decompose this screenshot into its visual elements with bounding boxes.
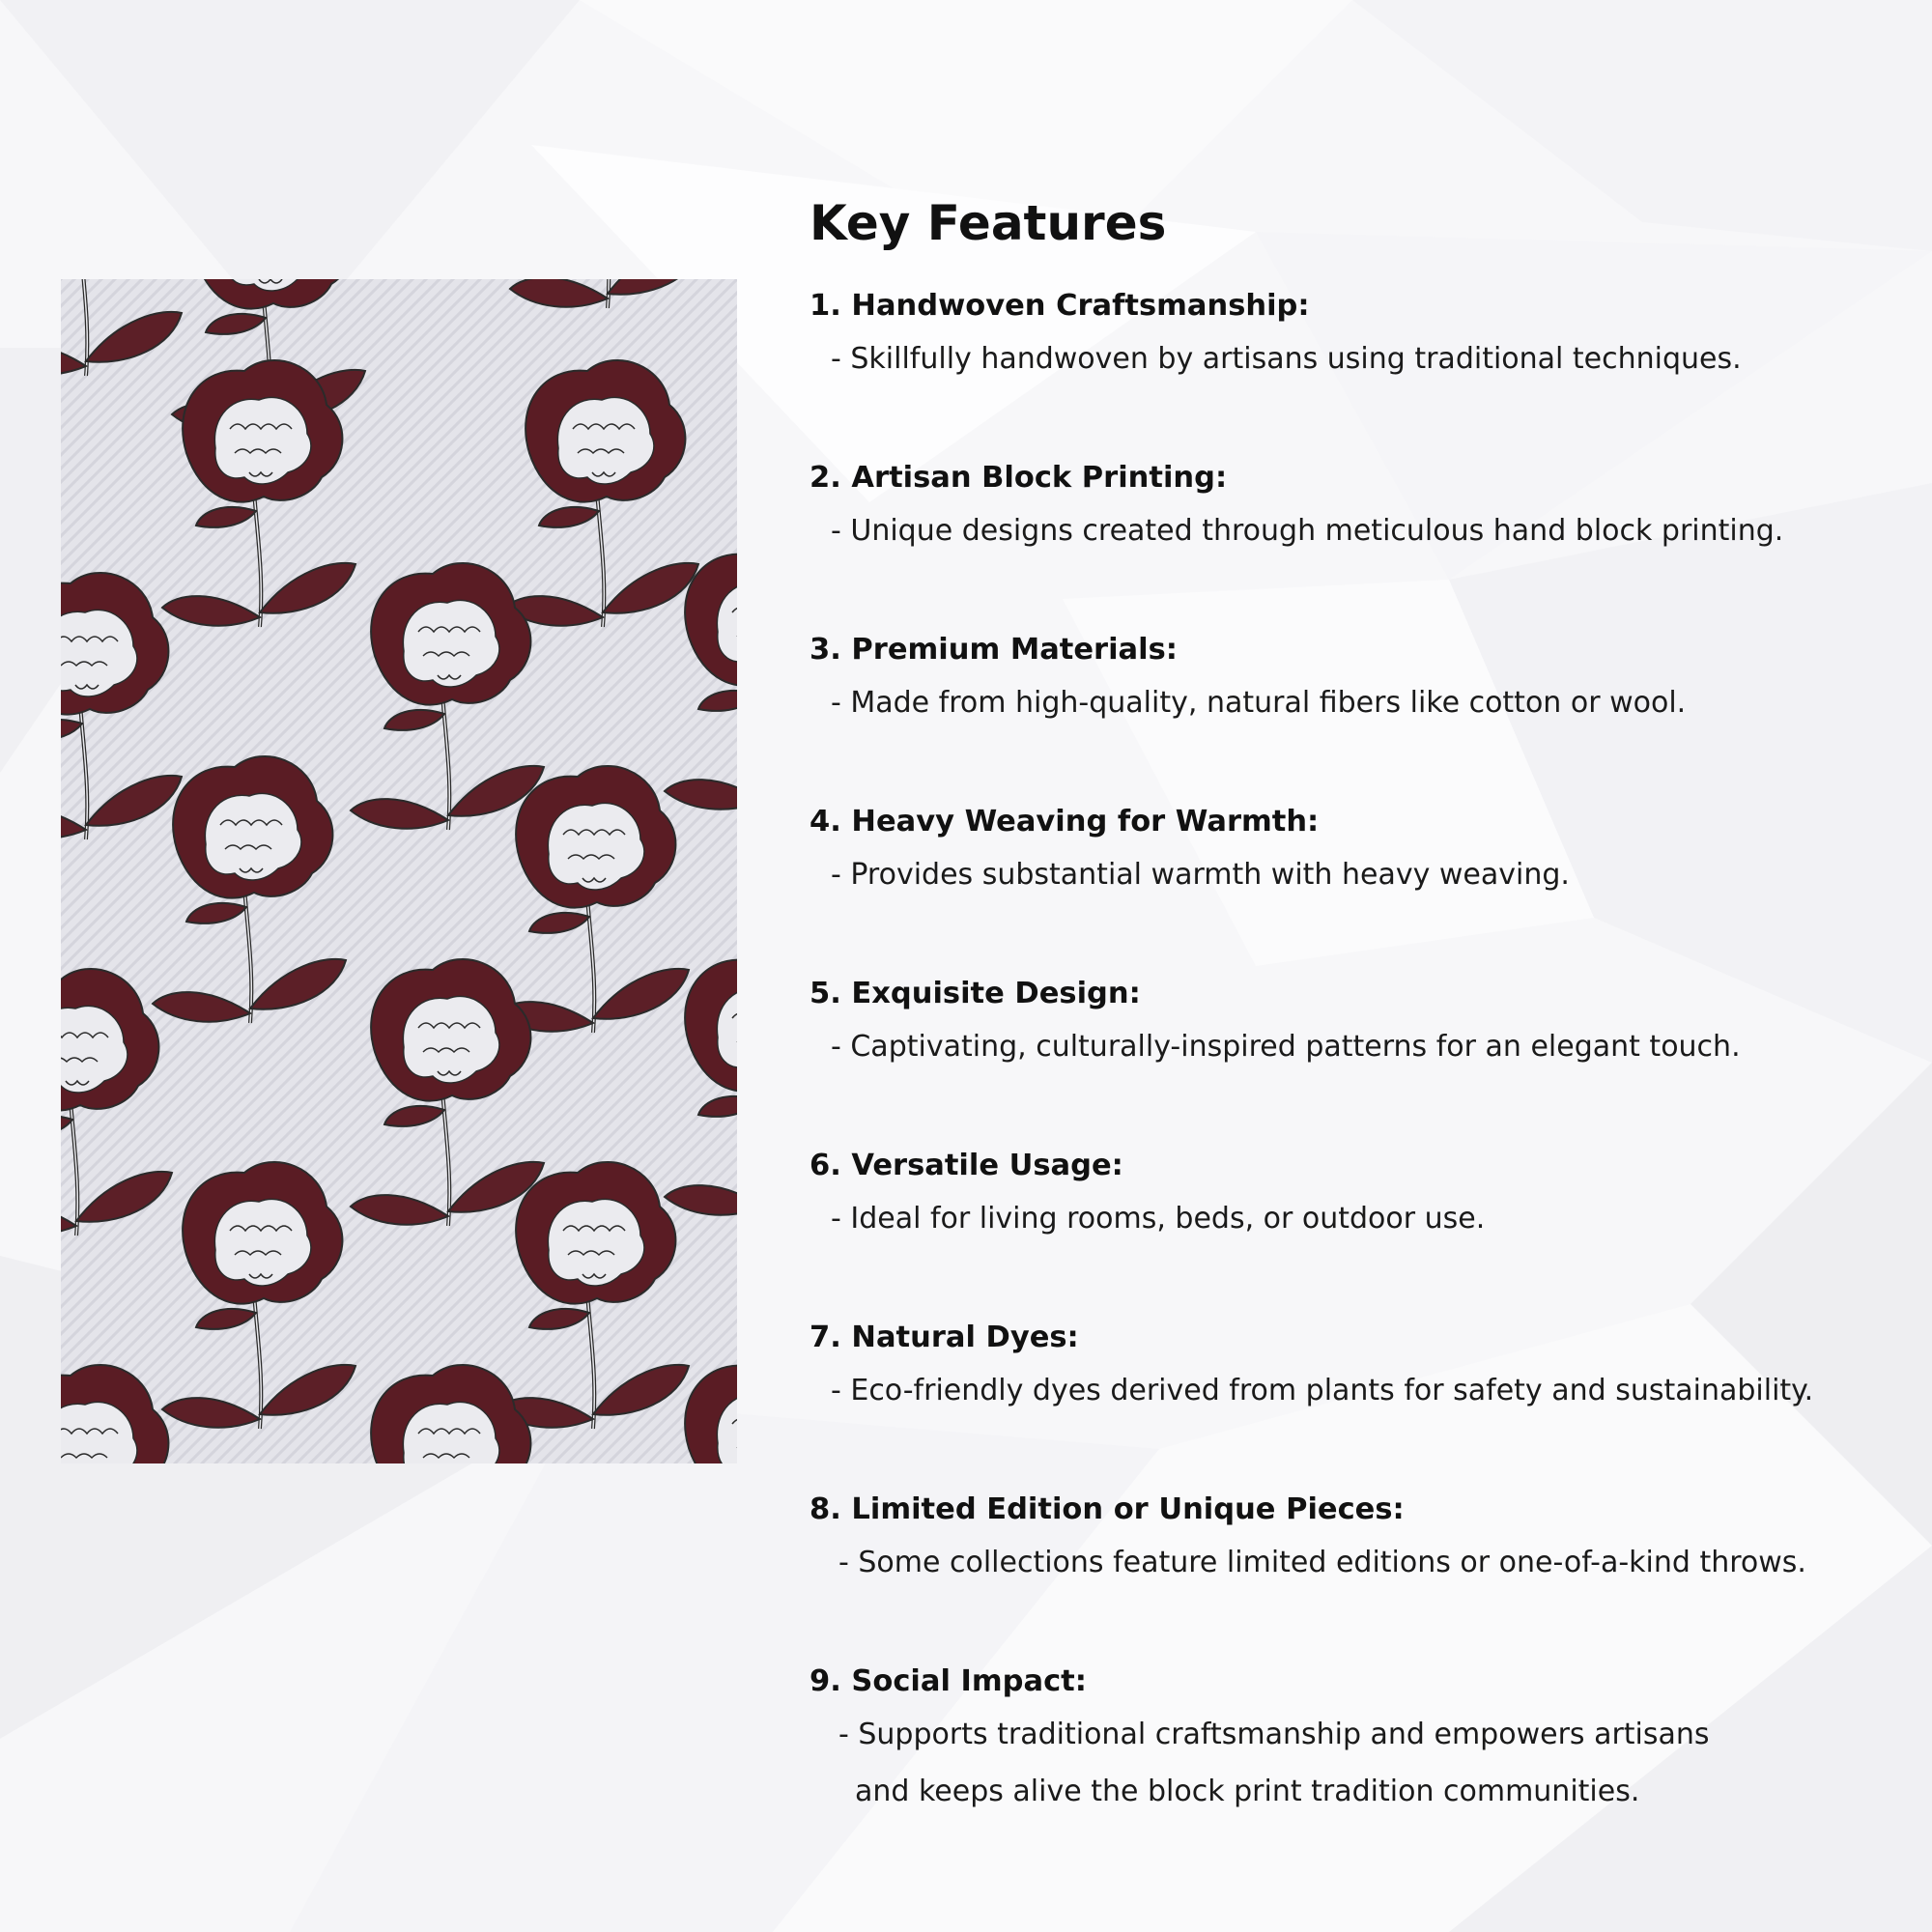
feature-item-2: [810, 454, 1911, 626]
feature-item-6: [810, 1142, 1911, 1314]
page-title: Key Features: [810, 195, 1167, 251]
feature-heading: 5. Exquisite Design:: [810, 977, 1141, 1010]
feature-description: - Captivating, culturally-inspired patterns for an elegant touch.: [831, 1030, 1741, 1064]
fabric-swatch-image: [61, 279, 737, 1463]
feature-item-8: [810, 1486, 1911, 1658]
feature-description-continued: and keeps alive the block print tradition communities.: [855, 1775, 1640, 1808]
feature-heading: 1. Handwoven Craftsmanship:: [810, 289, 1310, 323]
feature-item-7: [810, 1314, 1911, 1486]
feature-item-3: [810, 626, 1911, 798]
feature-item-9: [810, 1658, 1911, 1830]
feature-description: - Unique designs created through meticulous hand block printing.: [831, 514, 1784, 548]
feature-description: - Skillfully handwoven by artisans using traditional techniques.: [831, 342, 1742, 376]
feature-description: - Supports traditional craftsmanship and empowers artisans: [838, 1718, 1710, 1751]
key-features-panel: [810, 189, 1911, 1830]
feature-description: - Provides substantial warmth with heavy weaving.: [831, 858, 1570, 892]
feature-item-1: [810, 282, 1911, 454]
feature-heading: 4. Heavy Weaving for Warmth:: [810, 805, 1320, 838]
feature-description: - Eco-friendly dyes derived from plants for safety and sustainability.: [831, 1374, 1814, 1407]
feature-heading: 8. Limited Edition or Unique Pieces:: [810, 1492, 1405, 1526]
feature-heading: 7. Natural Dyes:: [810, 1321, 1079, 1354]
feature-heading: 6. Versatile Usage:: [810, 1149, 1123, 1182]
feature-description: - Ideal for living rooms, beds, or outdoor use.: [831, 1202, 1486, 1236]
feature-item-5: [810, 970, 1911, 1142]
feature-heading: 2. Artisan Block Printing:: [810, 461, 1228, 495]
feature-heading: 9. Social Impact:: [810, 1664, 1087, 1698]
floral-pattern: [61, 279, 737, 1463]
feature-description: - Some collections feature limited editions or one-of-a-kind throws.: [838, 1546, 1806, 1579]
feature-heading: 3. Premium Materials:: [810, 633, 1178, 667]
feature-item-4: [810, 798, 1911, 970]
feature-description: - Made from high-quality, natural fibers like cotton or wool.: [831, 686, 1687, 720]
